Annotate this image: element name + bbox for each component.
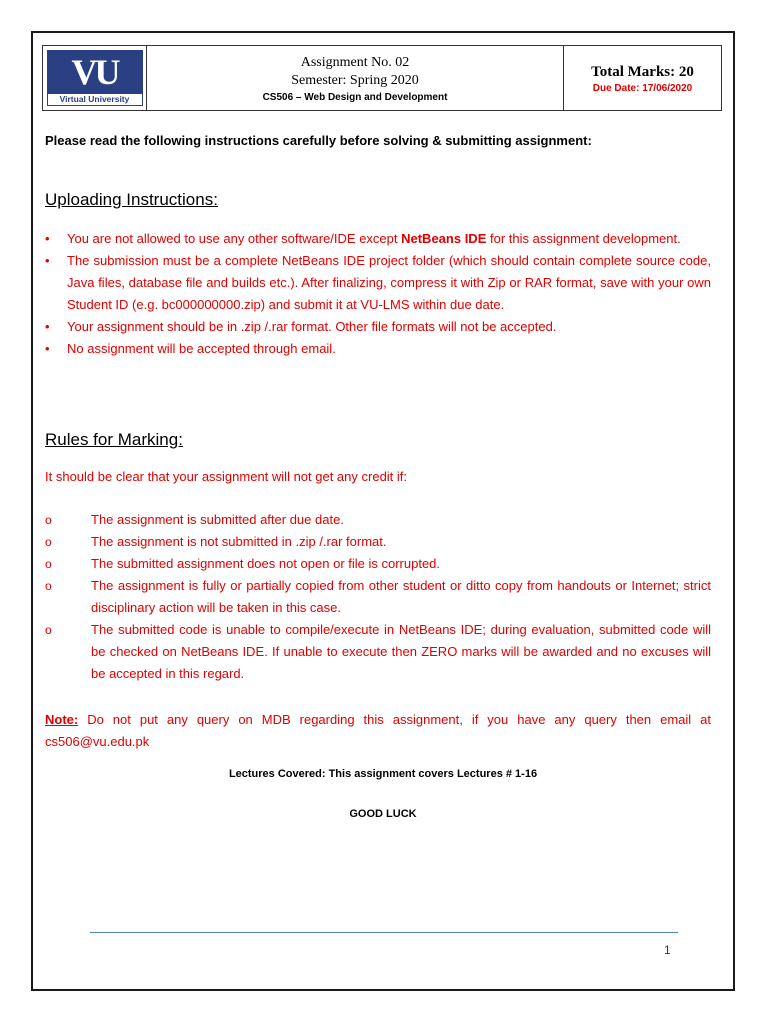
circle-bullet-icon: o bbox=[45, 513, 52, 527]
virtual-university-logo bbox=[47, 50, 143, 106]
bullet-icon: • bbox=[45, 319, 50, 334]
bullet-icon: • bbox=[45, 231, 50, 246]
logo-mark: VU bbox=[71, 51, 118, 92]
assignment-number: Assignment No. 02 bbox=[300, 55, 410, 70]
uploading-list bbox=[45, 228, 711, 360]
logo-cell bbox=[43, 46, 147, 110]
list-item: • Your assignment should be in .zip /.rar format. Other file formats will not be accepted. bbox=[45, 316, 711, 338]
list-item: o The assignment is not submitted in .zip /.rar format. bbox=[45, 531, 711, 553]
lectures-covered: Lectures Covered: This assignment covers Lectures # 1-16 bbox=[228, 768, 538, 780]
semester: Semester: Spring 2020 bbox=[291, 73, 419, 88]
header-title-cell bbox=[147, 46, 564, 110]
footer-divider bbox=[90, 932, 678, 933]
instructions-intro: Please read the following instructions carefully before solving & submitting assignment: bbox=[45, 133, 592, 148]
circle-bullet-icon: o bbox=[45, 579, 52, 593]
note-text: Do not put any query on MDB regarding this assignment, if you have any query then email at cs506@vu.edu.pk bbox=[45, 712, 711, 749]
rules-intro: It should be clear that your assignment will not get any credit if: bbox=[45, 469, 408, 484]
list-item: • The submission must be a complete NetBeans IDE project folder (which should contain complete source code, Java files, database file and builds etc.). After finalizing, compress it with Zip or RAR format, save with your own Student ID (e.g. bc000000000.zip) and submit it at VU-LMS within due date. bbox=[45, 250, 711, 316]
due-date: Due Date: 17/06/2020 bbox=[592, 83, 693, 94]
list-item: • You are not allowed to use any other software/IDE except NetBeans IDE for this assignment development. bbox=[45, 228, 711, 250]
rules-list bbox=[45, 509, 711, 685]
logo-caption: Virtual University bbox=[47, 93, 143, 106]
header-table bbox=[42, 45, 722, 111]
page-number: 1 bbox=[664, 943, 671, 957]
good-luck: GOOD LUCK bbox=[349, 808, 417, 820]
note-paragraph bbox=[45, 709, 711, 753]
list-item: o The submitted assignment does not open or file is corrupted. bbox=[45, 553, 711, 575]
list-item: o The assignment is fully or partially copied from other student or ditto copy from handouts or Internet; strict disciplinary action will be taken in this case. bbox=[45, 575, 711, 619]
bullet-icon: • bbox=[45, 253, 50, 268]
course-title: CS506 – Web Design and Development bbox=[262, 92, 448, 103]
list-item: o The submitted code is unable to compile/execute in NetBeans IDE; during evaluation, submitted code will be checked on NetBeans IDE. If unable to execute then ZERO marks will be awarded and no excuses will be accepted in this regard. bbox=[45, 619, 711, 685]
netbeans-highlight: NetBeans IDE bbox=[401, 231, 487, 246]
list-item: o The assignment is submitted after due date. bbox=[45, 509, 711, 531]
marks-cell bbox=[564, 46, 721, 110]
note-label: Note: bbox=[45, 712, 79, 727]
circle-bullet-icon: o bbox=[45, 535, 52, 549]
rules-heading: Rules for Marking: bbox=[45, 430, 183, 449]
circle-bullet-icon: o bbox=[45, 623, 52, 637]
list-item: • No assignment will be accepted through email. bbox=[45, 338, 711, 360]
circle-bullet-icon: o bbox=[45, 557, 52, 571]
uploading-heading: Uploading Instructions: bbox=[45, 190, 218, 209]
bullet-icon: • bbox=[45, 341, 50, 356]
total-marks: Total Marks: 20 bbox=[591, 64, 694, 80]
